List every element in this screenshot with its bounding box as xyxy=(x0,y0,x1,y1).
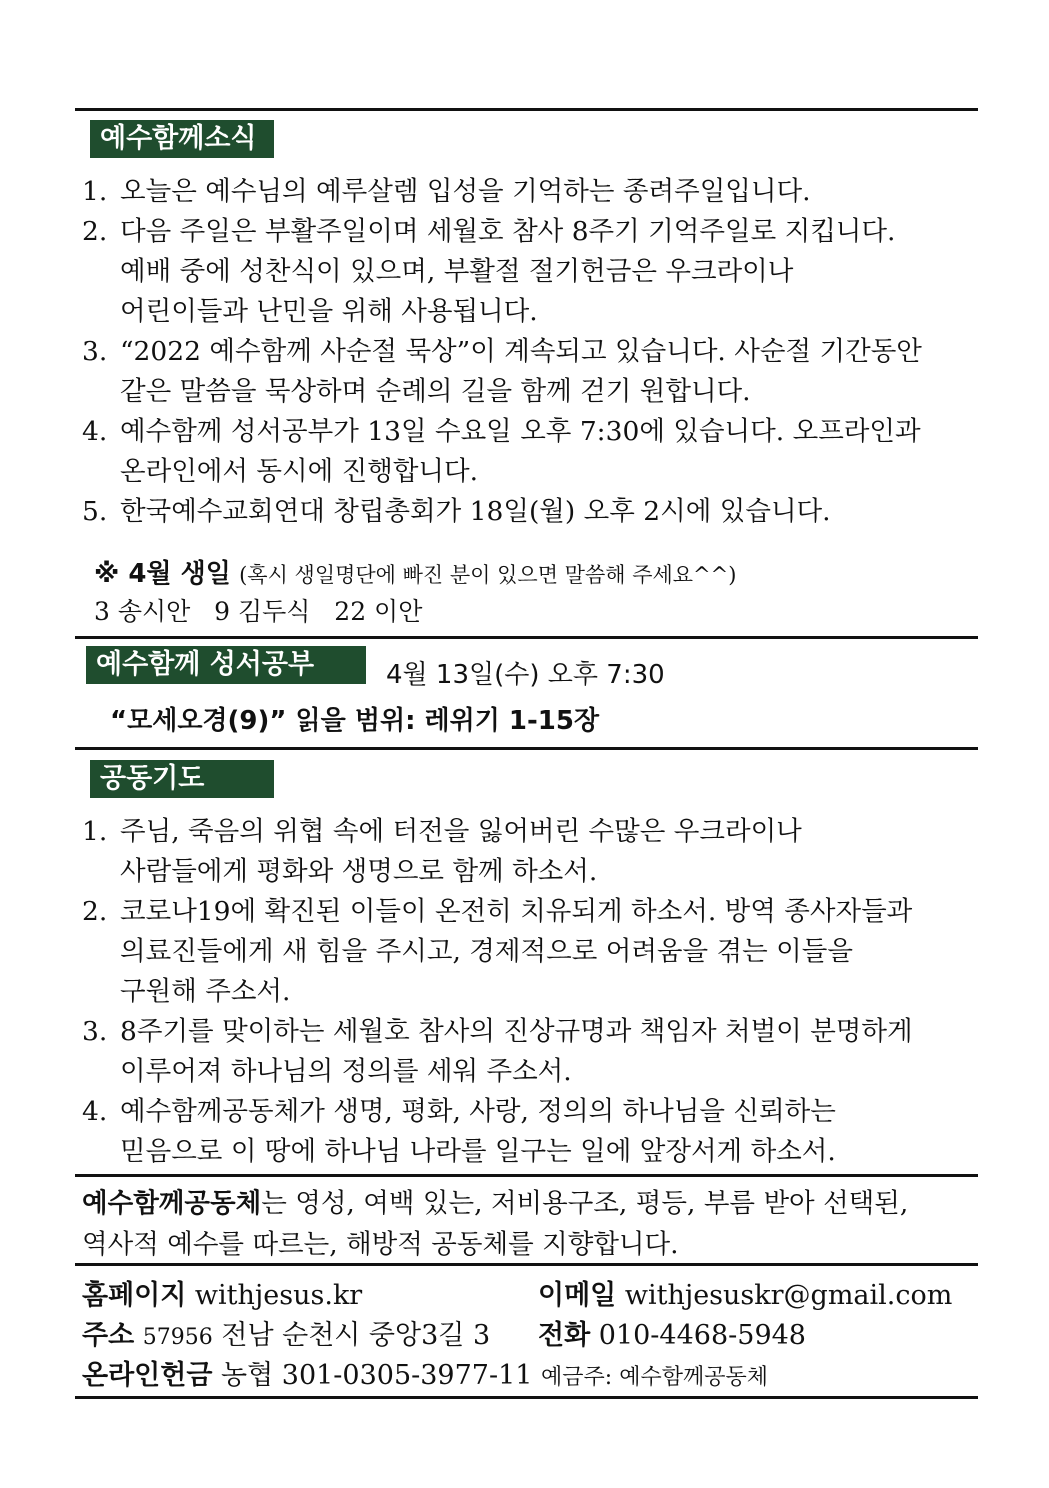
news-item xyxy=(82,172,972,212)
bottom-rule xyxy=(75,1396,978,1399)
rule-before-mission xyxy=(75,1174,978,1177)
prayer-item-line: 구원해 주소서. xyxy=(120,976,291,1007)
news-item-line: 같은 말씀을 묵상하며 순례의 길을 함께 걷기 원합니다. xyxy=(120,376,751,407)
mission-line-1-text: 는 영성, 여백 있는, 저비용구조, 평등, 부름 받아 선택된, xyxy=(261,1188,909,1219)
birthday-heading: ※ 4월 생일 xyxy=(94,559,231,589)
news-item xyxy=(82,212,972,332)
homepage-row xyxy=(82,1273,362,1312)
news-item-text xyxy=(120,332,972,412)
news-item xyxy=(82,332,972,412)
news-list xyxy=(82,172,972,532)
offering-label: 온라인헌금 xyxy=(82,1360,213,1391)
prayer-item-number: 3. xyxy=(82,1016,108,1047)
prayer-list xyxy=(82,812,972,1172)
study-reading: “모세오경(9)” 읽을 범위: 레위기 1-15장 xyxy=(110,706,600,736)
birthday-note: (혹시 생일명단에 빠진 분이 있으면 말씀해 주세요^^) xyxy=(239,563,737,587)
prayer-item-text xyxy=(120,812,972,892)
phone-label: 전화 xyxy=(538,1320,591,1351)
mission-line-2: 역사적 예수를 따르는, 해방적 공동체를 지향합니다. xyxy=(82,1229,679,1260)
prayer-item xyxy=(82,1092,972,1172)
address-label: 주소 xyxy=(82,1320,135,1351)
prayer-item-line: 이루어져 하나님의 정의를 세워 주소서. xyxy=(120,1056,572,1087)
news-item-line: “2022 예수함께 사순절 묵상”이 계속되고 있습니다. 사순절 기간동안 xyxy=(120,336,922,367)
news-item-line: 한국예수교회연대 창립총회가 18일(월) 오후 2시에 있습니다. xyxy=(120,496,831,527)
mission-community-name: 예수함께공동체 xyxy=(82,1188,262,1219)
news-item-line: 예배 중에 성찬식이 있으며, 부활절 절기헌금은 우크라이나 xyxy=(120,256,794,287)
news-item-number: 3. xyxy=(82,336,108,367)
birthday-list: 3 송시안 9 김두식 22 이안 xyxy=(94,597,423,626)
mission-line-1 xyxy=(82,1181,908,1220)
address-text: 전남 순천시 중앙3길 3 xyxy=(221,1320,491,1351)
email-label: 이메일 xyxy=(538,1280,617,1311)
study-when: 4월 13일(수) 오후 7:30 xyxy=(386,660,665,690)
news-item xyxy=(82,412,972,492)
homepage-label: 홈페이지 xyxy=(82,1280,187,1311)
prayer-section-label: 공동기도 xyxy=(90,760,274,798)
offering-bank-account: 농협 301-0305-3977-11 xyxy=(221,1360,533,1391)
news-item-number: 5. xyxy=(82,496,108,527)
prayer-item xyxy=(82,1012,972,1092)
prayer-item xyxy=(82,892,972,1012)
news-item-line: 다음 주일은 부활주일이며 세월호 참사 8주기 기억주일로 지킵니다. xyxy=(120,216,896,247)
prayer-item-number: 2. xyxy=(82,896,108,927)
prayer-item-line: 8주기를 맞이하는 세월호 참사의 진상규명과 책임자 처벌이 분명하게 xyxy=(120,1016,913,1047)
top-rule xyxy=(75,108,978,111)
prayer-item-line: 믿음으로 이 땅에 하나님 나라를 일구는 일에 앞장서게 하소서. xyxy=(120,1136,836,1167)
homepage-link[interactable]: withjesus.kr xyxy=(194,1280,363,1311)
rule-after-study xyxy=(75,747,978,750)
email-row xyxy=(538,1273,952,1312)
prayer-item-line: 코로나19에 확진된 이들이 온전히 치유되게 하소서. 방역 종사자들과 xyxy=(120,896,913,927)
news-item xyxy=(82,492,972,532)
prayer-item-line: 사람들에게 평화와 생명으로 함께 하소서. xyxy=(120,856,598,887)
study-section-label: 예수함께 성서공부 xyxy=(86,646,366,684)
news-item-line: 예수함께 성서공부가 13일 수요일 오후 7:30에 있습니다. 오프라인과 xyxy=(120,416,921,447)
news-item-number: 2. xyxy=(82,216,108,247)
rule-after-news xyxy=(75,636,978,639)
news-item-number: 1. xyxy=(82,176,108,207)
news-section-label: 예수함께소식 xyxy=(90,120,274,158)
news-item-line: 오늘은 예수님의 예루살렘 입성을 기억하는 종려주일입니다. xyxy=(120,176,811,207)
news-item-text xyxy=(120,172,972,212)
prayer-item-number: 1. xyxy=(82,816,108,847)
offering-row xyxy=(82,1353,768,1392)
postcode: 57956 xyxy=(142,1325,213,1350)
prayer-item xyxy=(82,812,972,892)
news-item-line: 온라인에서 동시에 진행합니다. xyxy=(120,456,479,487)
prayer-item-text xyxy=(120,1012,972,1092)
news-item-text xyxy=(120,412,972,492)
prayer-item-line: 의료진들에게 새 힘을 주시고, 경제적으로 어려움을 겪는 이들을 xyxy=(120,936,853,967)
prayer-item-line: 주님, 죽음의 위협 속에 터전을 잃어버린 수많은 우크라이나 xyxy=(120,816,802,847)
news-item-text xyxy=(120,212,972,332)
prayer-item-text xyxy=(120,892,972,1012)
address-row xyxy=(82,1313,490,1352)
birthday-heading-row xyxy=(94,553,736,590)
news-item-text xyxy=(120,492,972,532)
prayer-item-text xyxy=(120,1092,972,1172)
rule-before-contact xyxy=(75,1263,978,1266)
news-item-number: 4. xyxy=(82,416,108,447)
news-item-line: 어린이들과 난민을 위해 사용됩니다. xyxy=(120,296,538,327)
prayer-item-number: 4. xyxy=(82,1096,108,1127)
email-link[interactable]: withjesuskr@gmail.com xyxy=(624,1280,953,1311)
phone-row xyxy=(538,1313,806,1352)
phone-number: 010-4468-5948 xyxy=(598,1320,806,1351)
offering-holder: 예금주: 예수함께공동체 xyxy=(541,1365,768,1390)
prayer-item-line: 예수함께공동체가 생명, 평화, 사랑, 정의의 하나님을 신뢰하는 xyxy=(120,1096,836,1127)
